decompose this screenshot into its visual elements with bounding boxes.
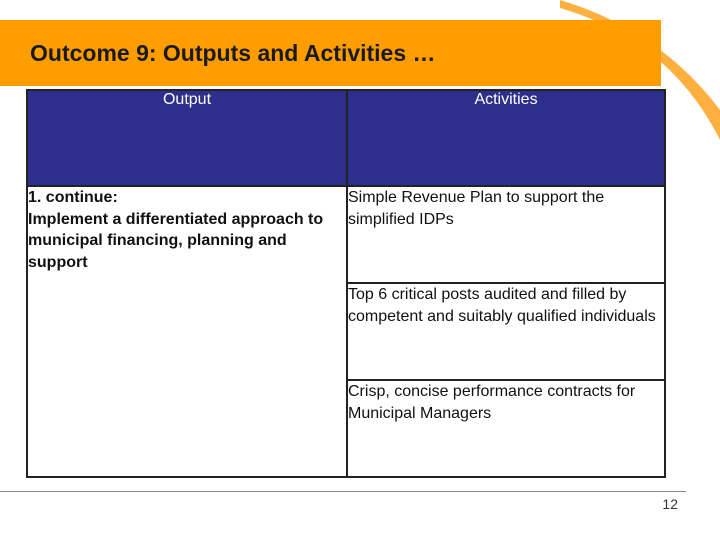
header-activities: Activities: [347, 90, 665, 186]
output-cell: [27, 186, 347, 477]
activity-cell: Simple Revenue Plan to support the simplified IDPs: [347, 186, 665, 283]
output-heading: 1. continue:: [28, 189, 118, 206]
activity-cell: Top 6 critical posts audited and filled by competent and suitably qualified individuals: [347, 283, 665, 380]
header-output: Output: [27, 90, 347, 186]
output-description: Implement a differentiated approach to municipal financing, planning and support: [28, 210, 324, 271]
activity-cell: Crisp, concise performance contracts for Municipal Managers: [347, 380, 665, 477]
footer-divider: [0, 491, 686, 492]
table-row: [27, 186, 665, 283]
page-number: 12: [662, 496, 678, 512]
outputs-activities-table: [26, 89, 666, 478]
slide-title: Outcome 9: Outputs and Activities …: [30, 40, 436, 66]
table-header-row: [27, 90, 665, 186]
